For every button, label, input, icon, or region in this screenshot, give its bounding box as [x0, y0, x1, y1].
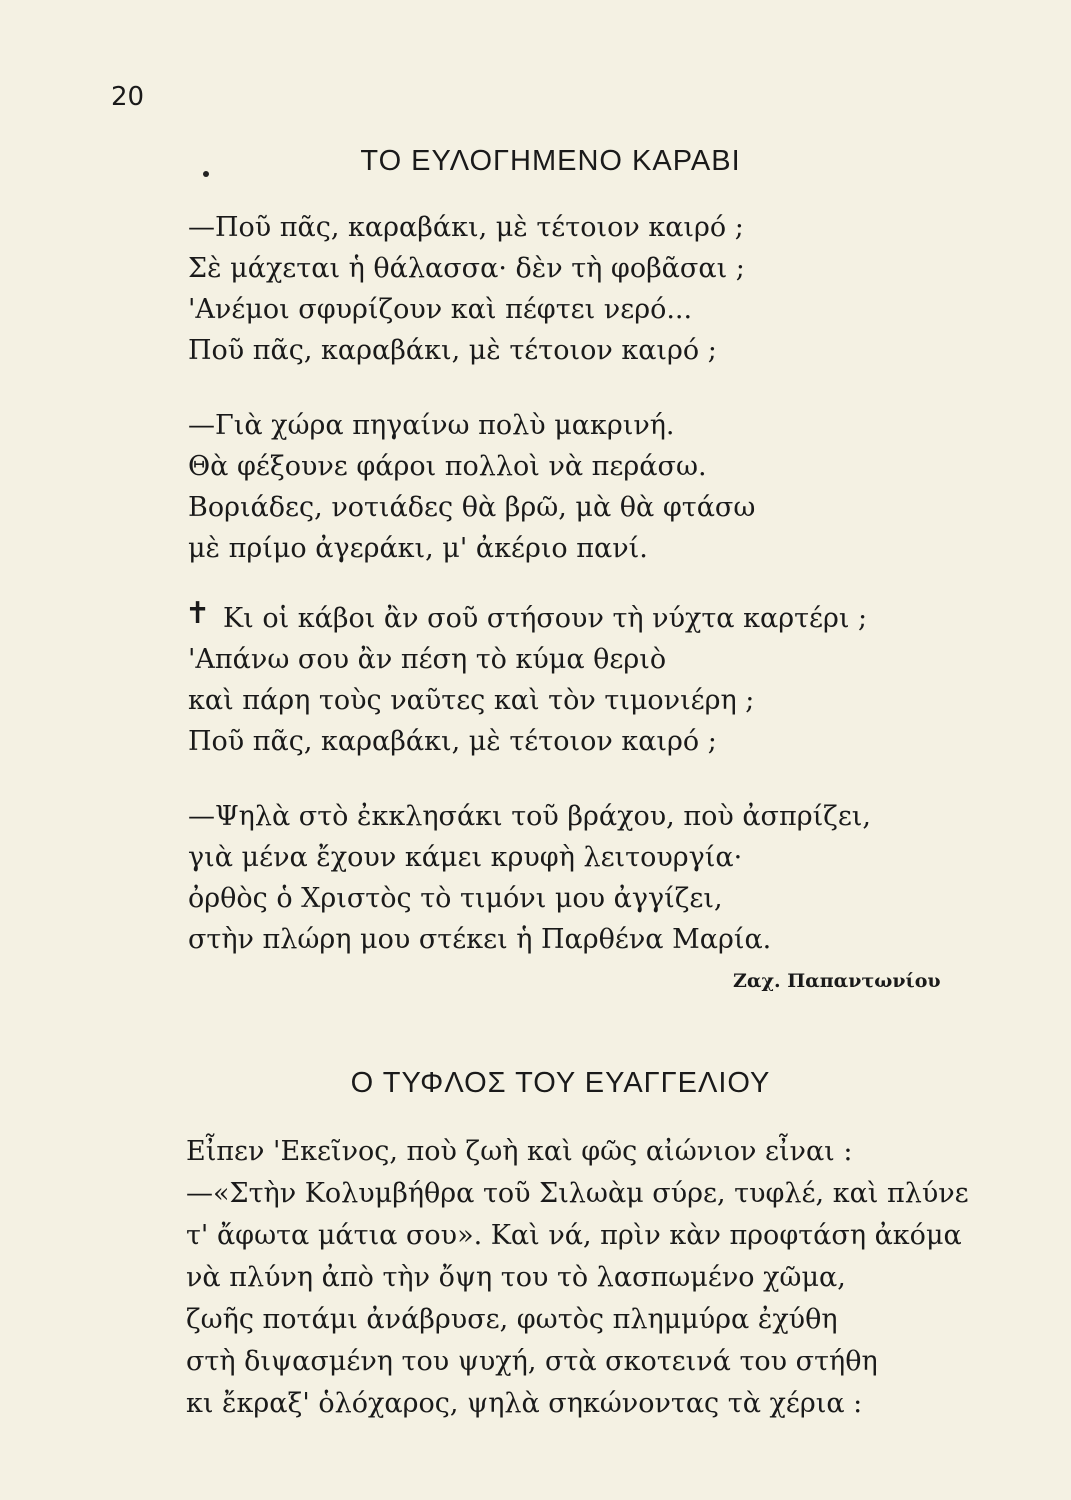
- verse-line: ζωῆς ποτάμι ἀνάβρυσε, φωτὸς πλημμύρα ἐχύθη: [186, 1304, 838, 1335]
- verse-line: γιὰ μένα ἔχουν κάμει κρυφὴ λειτουργία·: [188, 842, 743, 873]
- verse-line: Θὰ φέξουνε φάροι πολλοὶ νὰ περάσω.: [188, 451, 707, 482]
- verse-line: ὀρθὸς ὁ Χριστὸς τὸ τιμόνι μου ἀγγίζει,: [188, 883, 723, 914]
- author-signature: Ζαχ. Παπαντωνίου: [733, 970, 941, 992]
- poem-title: ΤΟ ΕΥΛΟΓΗΜΕΝΟ ΚΑΡΑΒΙ: [360, 145, 741, 177]
- verse-line: Ποῦ πᾶς, καραβάκι, μὲ τέτοιον καιρό ;: [188, 335, 717, 366]
- verse-line: Σὲ μάχεται ἡ θάλασσα· δὲν τὴ φοβᾶσαι ;: [188, 253, 745, 284]
- stanza-4: [188, 796, 871, 960]
- stanza-2: [188, 405, 755, 569]
- verse-line: —«Στὴν Κολυμβήθρα τοῦ Σιλωὰμ σύρε, τυφλέ, καὶ πλύνε: [186, 1178, 969, 1209]
- verse-line: κι ἔκραξ' ὁλόχαρος, ψηλὰ σηκώνοντας τὰ χέρια :: [186, 1388, 863, 1419]
- verse-line: Εἶπεν 'Εκεῖνος, ποὺ ζωὴ καὶ φῶς αἰώνιον εἶναι :: [186, 1136, 853, 1167]
- verse-line: 'Απάνω σου ἂν πέση τὸ κύμα θεριὸ: [188, 644, 667, 675]
- handwritten-cross-mark-icon: ✝: [185, 596, 211, 631]
- verse-line: —Ψηλὰ στὸ ἐκκλησάκι τοῦ βράχου, ποὺ ἀσπρίζει,: [188, 801, 871, 832]
- verse-line: νὰ πλύνη ἀπὸ τὴν ὄψη του τὸ λασπωμένο χῶμα,: [186, 1262, 846, 1293]
- verse-line: μὲ πρίμο ἀγεράκι, μ' ἀκέριο πανί.: [188, 533, 648, 564]
- verse-line: στὴν πλώρη μου στέκει ἡ Παρθένα Μαρία.: [188, 924, 772, 955]
- verse-line: Κι οἱ κάβοι ἂν σοῦ στήσουν τὴ νύχτα καρτέρι ;: [223, 603, 868, 634]
- verse-line: —Ποῦ πᾶς, καραβάκι, μὲ τέτοιον καιρό ;: [188, 212, 744, 243]
- stanza-1: [188, 207, 745, 371]
- verse-line: Βοριάδες, νοτιάδες θὰ βρῶ, μὰ θὰ φτάσω: [188, 492, 756, 523]
- verse-line: στὴ διψασμένη του ψυχή, στὰ σκοτεινά του στήθη: [186, 1346, 878, 1377]
- verse-line: Ποῦ πᾶς, καραβάκι, μὲ τέτοιον καιρό ;: [188, 726, 717, 757]
- verse-line: 'Ανέμοι σφυρίζουν καὶ πέφτει νερό...: [188, 294, 693, 325]
- verse-line: τ' ἄφωτα μάτια σου». Καὶ νά, πρὶν κὰν προφτάση ἀκόμα: [186, 1220, 962, 1251]
- page-number: 20: [111, 82, 145, 112]
- stanza-3: [188, 598, 867, 762]
- verse-line: καὶ πάρη τοὺς ναῦτες καὶ τὸν τιμονιέρη ;: [188, 685, 755, 716]
- verse-line: —Γιὰ χώρα πηγαίνω πολὺ μακρινή.: [188, 410, 675, 441]
- poem-title: Ο ΤΥΦΛΟΣ ΤΟΥ ΕΥΑΓΓΕΛΙΟΥ: [350, 1067, 771, 1099]
- poem-body: [186, 1131, 969, 1425]
